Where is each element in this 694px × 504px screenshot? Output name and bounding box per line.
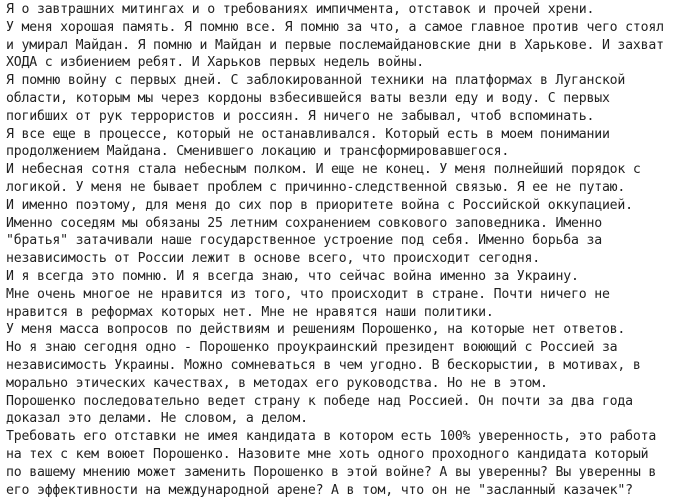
text-line: логикой. У меня не бывает проблем с причинно-следственной связью. Я ее не путаю. xyxy=(6,179,626,195)
text-line: У меня масса вопросов по действиям и решениям Порошенко, на которые нет ответов. xyxy=(6,322,626,338)
text-line: погибших от рук террористов и россиян. Я ничего не забывал, чтоб вспоминать. xyxy=(6,108,595,124)
text-line: У меня хорошая память. Я помню все. Я помню за что, а самое главное против чего стоял xyxy=(6,19,664,35)
text-line: области, которым мы через кордоны взбесившейся ваты везли еду и воду. С первых xyxy=(6,90,610,106)
text-line: Я о завтрашних митингах и о требованиях импичмента, отставок и прочей хрени. xyxy=(6,2,595,17)
text-line: независимость Украины. Можно сомневаться в чем угодно. В бескорыстии, в мотивах, в xyxy=(6,357,641,373)
text-line: независимость от России лежит в основе всего, что происходит сегодня. xyxy=(6,251,541,267)
text-line: Я помню войну с первых дней. С заблокированной техники на платформах в Луганской xyxy=(6,73,626,89)
text-line: "братья" затачивали наше государственное устроение под себя. Именно борьба за xyxy=(6,233,602,249)
text-line: И я всегда это помню. И я всегда знаю, что сейчас война именно за Украину. xyxy=(6,268,579,284)
post-text xyxy=(6,1,694,499)
text-line: морально этических качествах, в методах его руководства. Но не в этом. xyxy=(6,375,548,391)
text-line: его эффективности на международной арене? А в том, что он не "засланный казачек"? xyxy=(6,482,633,498)
text-line: ХОДА с избиением ребят. И Харьков первых недель войны. xyxy=(6,55,424,71)
text-line: и умирал Майдан. Я помню и Майдан и первые послемайдановские дни в Харькове. И захват xyxy=(6,37,664,53)
text-line: Порошенко последовательно ведет страну к победе над Россией. Он почти за два года xyxy=(6,393,633,409)
text-line: И небесная сотня стала небесным полком. И еще не конец. У меня полнейший порядок с xyxy=(6,162,641,178)
text-line: по вашему мнению может заменить Порошенко в этой войне? А вы уверенны? Вы уверенны в xyxy=(6,464,657,480)
text-line: продолжением Майдана. Сменившего локацию и трансформировавшегося. xyxy=(6,144,510,160)
text-line: доказал это делами. Не словом, а делом. xyxy=(6,411,308,427)
text-line: Но я знаю сегодня одно - Порошенко проукраинский президент воюющий с Россией за xyxy=(6,340,618,356)
text-line: нравится в реформах которых нет. Мне не нравятся наши политики. xyxy=(6,304,494,320)
text-line: на тех с кем воюет Порошенко. Назовите мне хоть одного проходного кандидата который xyxy=(6,446,649,462)
text-line: Мне очень многое не нравится из того, что происходит в стране. Почти ничего не xyxy=(6,286,610,302)
text-line: Требовать его отставки не имея кандидата в котором есть 100% уверенность, это работа xyxy=(6,429,657,445)
text-line: Именно соседям мы обязаны 25 летним сохранением совкового заповедника. Именно xyxy=(6,215,602,231)
text-line: И именно поэтому, для меня до сих пор в приоритете война с Российской оккупацией. xyxy=(6,197,633,213)
text-line: Я все еще в процессе, который не останавливался. Который есть в моем понимании xyxy=(6,126,610,142)
